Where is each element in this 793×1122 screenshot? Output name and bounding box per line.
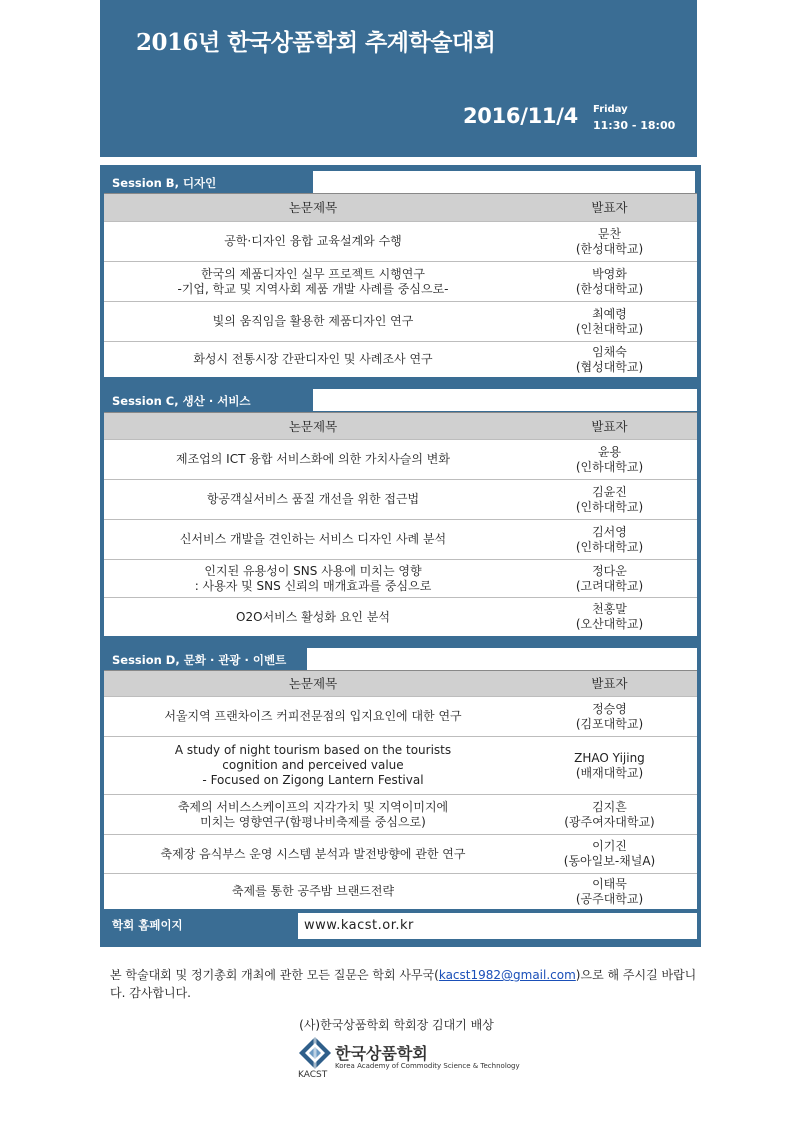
event-title: 2016년 한국상품학회 추계학술대회 bbox=[136, 29, 496, 56]
session-d-heading-fill bbox=[307, 648, 697, 670]
paper-title: A study of night tourism based on the tourists cognition and perceived value - Focused on Zigong Lantern Festival bbox=[174, 743, 452, 787]
paper-presenter: 김서영 (인하대학교) bbox=[575, 524, 644, 554]
paper-title: 한국의 제품디자인 실무 프로젝트 시행연구 -기업, 학교 및 지역사회 제품 개발 사례를 중심으로- bbox=[177, 266, 449, 296]
paper-presenter: 정승영 (김포대학교) bbox=[575, 701, 644, 731]
paper-title: 서울지역 프랜차이즈 커피전문점의 입지요인에 대한 연구 bbox=[164, 709, 462, 723]
session-c-heading-fill bbox=[313, 389, 697, 411]
notice-text-after: )으로 해 주시길 바랍니다. 감사합니다. bbox=[110, 968, 697, 1000]
paper-title: 제조업의 ICT 융합 서비스화에 의한 가치사슬의 변화 bbox=[176, 452, 450, 466]
event-header bbox=[100, 0, 697, 157]
paper-title: 축제의 서비스스케이프의 지각가치 및 지역이미지에 미치는 영향연구(함평나비축제를 중심으로) bbox=[177, 799, 449, 829]
table-row bbox=[104, 341, 697, 377]
table-header-row bbox=[104, 670, 697, 696]
contact-email-link[interactable]: kacst1982@gmail.com bbox=[438, 968, 576, 982]
table-row bbox=[104, 834, 697, 873]
paper-title: 공학·디자인 융합 교육설계와 수행 bbox=[224, 234, 402, 248]
paper-title: 축제를 통한 공주밤 브랜드전략 bbox=[231, 884, 395, 898]
table-row bbox=[104, 221, 697, 261]
logo-abbreviation: KACST bbox=[298, 1070, 328, 1080]
contact-notice bbox=[110, 966, 700, 1002]
session-b-heading-fill bbox=[313, 171, 695, 193]
paper-presenter: 임채숙 (협성대학교) bbox=[575, 344, 644, 374]
homepage-url[interactable]: www.kacst.or.kr bbox=[298, 913, 697, 939]
event-date: 2016/11/4 bbox=[463, 104, 578, 128]
paper-presenter: 김윤진 (인하대학교) bbox=[575, 484, 644, 514]
paper-presenter: ZHAO Yijing (배재대학교) bbox=[574, 750, 645, 780]
column-presenter-header: 발표자 bbox=[591, 418, 628, 434]
paper-presenter: 정다운 (고려대학교) bbox=[575, 563, 644, 593]
table-header-row bbox=[104, 193, 697, 221]
session-d-heading: Session D, 문화 · 관광 · 이벤트 bbox=[104, 646, 307, 670]
notice-text-before: 본 학술대회 및 정기총회 개최에 관한 모든 질문은 학회 사무국( bbox=[110, 968, 439, 982]
table-row bbox=[104, 559, 697, 597]
column-presenter-header: 발표자 bbox=[591, 676, 628, 691]
table-header-row bbox=[104, 412, 697, 439]
column-title-header: 논문제목 bbox=[288, 676, 338, 691]
paper-presenter: 문찬 (한성대학교) bbox=[575, 226, 644, 256]
session-b-heading: Session B, 디자인 bbox=[104, 169, 313, 193]
session-d-table bbox=[104, 670, 697, 909]
logo-korean-name: 한국상품학회 bbox=[335, 1044, 428, 1063]
table-row bbox=[104, 794, 697, 834]
table-row bbox=[104, 597, 697, 636]
paper-presenter: 최예령 (인천대학교) bbox=[575, 306, 644, 336]
paper-title: O2O서비스 활성화 요인 분석 bbox=[236, 609, 390, 624]
diamond-logo-icon bbox=[298, 1036, 332, 1070]
session-c-heading: Session C, 생산 · 서비스 bbox=[104, 387, 313, 411]
paper-presenter: 김지흔 (광주여자대학교) bbox=[564, 799, 655, 829]
paper-title: 항공객실서비스 품질 개선을 위한 접근법 bbox=[206, 492, 420, 506]
signature-line: (사)한국상품학회 학회장 김대기 배상 bbox=[299, 1018, 494, 1032]
table-row bbox=[104, 479, 697, 519]
session-b-table bbox=[104, 193, 697, 377]
session-c-table bbox=[104, 412, 697, 636]
paper-title: 빛의 움직임을 활용한 제품디자인 연구 bbox=[212, 314, 414, 328]
table-row bbox=[104, 519, 697, 559]
paper-title: 화성시 전통시장 간판디자인 및 사례조사 연구 bbox=[193, 352, 433, 366]
paper-title: 인지된 유용성이 SNS 사용에 미치는 영향 : 사용자 및 SNS 신뢰의 매개효과를 중심으로 bbox=[194, 563, 432, 593]
table-row bbox=[104, 261, 697, 301]
paper-title: 신서비스 개발을 견인하는 서비스 디자인 사례 분석 bbox=[179, 532, 447, 546]
column-title-header: 논문제목 bbox=[288, 418, 338, 434]
event-day: Friday bbox=[593, 104, 628, 115]
homepage-label: 학회 홈페이지 bbox=[112, 918, 183, 932]
table-row bbox=[104, 301, 697, 341]
table-row bbox=[104, 873, 697, 909]
event-time: 11:30 - 18:00 bbox=[593, 119, 676, 132]
paper-title: 축제장 음식부스 운영 시스템 분석과 발전방향에 관한 연구 bbox=[160, 846, 466, 861]
column-presenter-header: 발표자 bbox=[591, 200, 628, 215]
table-row bbox=[104, 439, 697, 479]
paper-presenter: 이기진 (동아일보-채널A) bbox=[563, 839, 656, 868]
paper-presenter: 박영화 (한성대학교) bbox=[575, 266, 644, 296]
paper-presenter: 천홍말 (오산대학교) bbox=[575, 602, 644, 631]
paper-presenter: 윤용 (인하대학교) bbox=[575, 444, 644, 474]
society-logo bbox=[298, 1036, 518, 1082]
paper-presenter: 이태묵 (공주대학교) bbox=[575, 876, 644, 906]
column-title-header: 논문제목 bbox=[288, 200, 338, 215]
table-row bbox=[104, 696, 697, 736]
table-row bbox=[104, 736, 697, 794]
program-frame bbox=[100, 165, 701, 947]
logo-english-name: Korea Academy of Commodity Science & Technology bbox=[335, 1062, 520, 1070]
